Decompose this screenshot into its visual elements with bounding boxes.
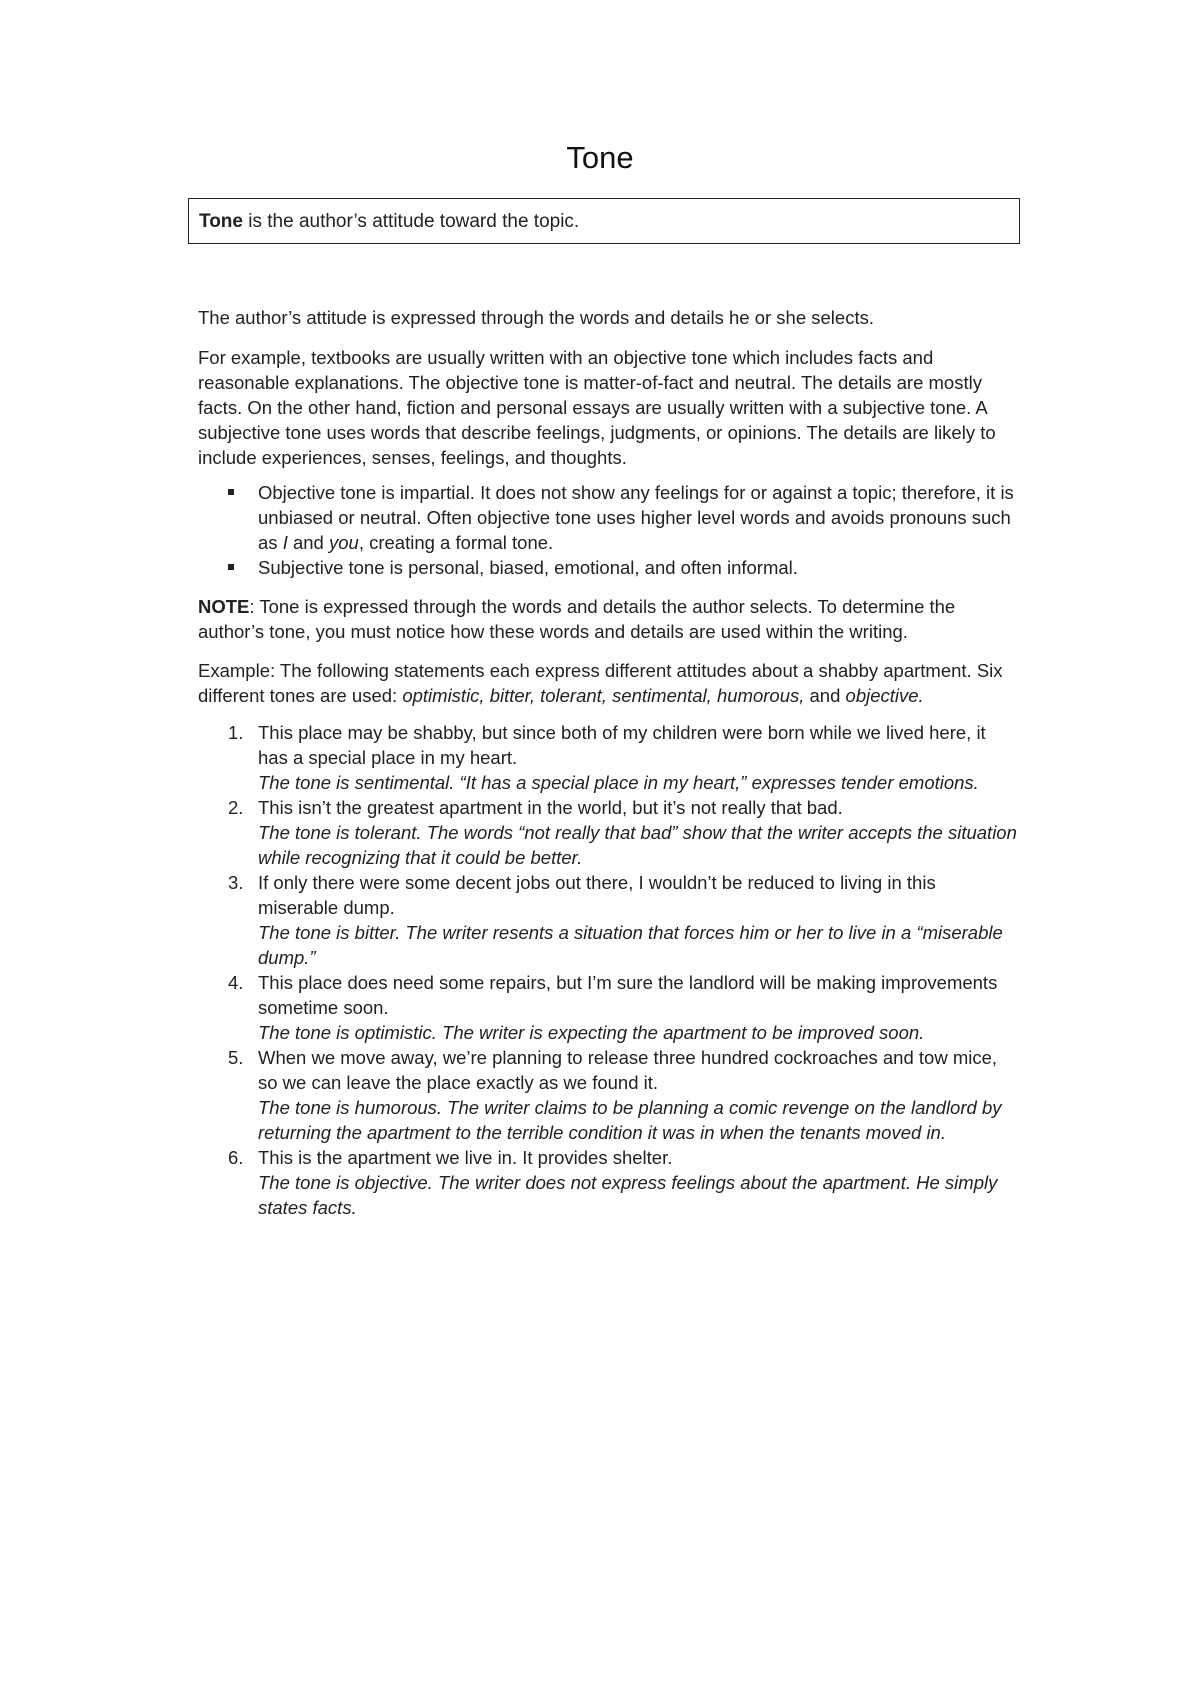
tone-bullet-list	[198, 480, 1018, 580]
example-item	[228, 870, 1018, 970]
document-body	[198, 305, 1018, 1220]
example-number: 4.	[228, 972, 244, 993]
example-number: 3.	[228, 872, 244, 893]
example-statement: This place does need some repairs, but I’m sure the landlord will be making improvements sometime soon.	[258, 972, 998, 1018]
example-explanation: The tone is objective. The writer does not express feelings about the apartment. He simply states facts.	[258, 1172, 998, 1218]
definition-text: is the author’s attitude toward the topic.	[242, 211, 580, 232]
note-text: : Tone is expressed through the words and details the author selects. To determine the author’s tone, you must notice how these words and details are used within the writing.	[198, 596, 956, 642]
example-number: 2.	[228, 797, 244, 818]
example-item	[228, 795, 1018, 870]
page-title: Tone	[566, 140, 634, 175]
note-label: NOTE	[198, 596, 250, 617]
note-paragraph	[198, 594, 1018, 644]
explanation-paragraph: For example, textbooks are usually written with an objective tone which includes facts and reasonable explanations. The objective tone is matter-of-fact and neutral. The details are mostly facts. On the other hand, fiction and personal essays are usually written with a subjective tone. A subjective tone uses words that describe feelings, judgments, or opinions. The details are likely to include experiences, senses, feelings, and thoughts.	[198, 347, 996, 468]
example-statement: If only there were some decent jobs out there, I wouldn’t be reduced to living in this miserable dump.	[258, 872, 936, 918]
example-item	[228, 1145, 1018, 1220]
example-number: 1.	[228, 722, 244, 743]
example-list	[198, 720, 1018, 1220]
example-number: 5.	[228, 1047, 244, 1068]
example-explanation: The tone is bitter. The writer resents a situation that forces him or her to live in a “miserable dump.”	[258, 922, 1003, 968]
example-item	[228, 970, 1018, 1045]
example-explanation: The tone is sentimental. “It has a special place in my heart,” expresses tender emotions.	[258, 772, 979, 793]
bullet-objective: Objective tone is impartial. It does not show any feelings for or against a topic; therefore, it is unbiased or neutral. Often objective tone uses higher level words and avoids pronouns such as I and you, creating a formal tone.	[228, 480, 1018, 555]
example-intro-paragraph: Example: The following statements each express different attitudes about a shabby apartment. Six different tones are used: optimistic, bitter, tolerant, sentimental, humorous, and objective.	[198, 660, 1003, 706]
example-statement: This place may be shabby, but since both of my children were born while we lived here, it has a special place in my heart.	[258, 722, 986, 768]
example-item	[228, 1045, 1018, 1145]
definition-term: Tone	[199, 211, 243, 232]
bullet-subjective: Subjective tone is personal, biased, emotional, and often informal.	[228, 555, 1018, 580]
example-number: 6.	[228, 1147, 244, 1168]
example-statement: This isn’t the greatest apartment in the world, but it’s not really that bad.	[258, 797, 843, 818]
example-statement: This is the apartment we live in. It provides shelter.	[258, 1147, 673, 1168]
intro-paragraph: The author’s attitude is expressed through the words and details he or she selects.	[198, 307, 874, 328]
example-item	[228, 720, 1018, 795]
bullet-square-icon	[228, 564, 234, 570]
definition-box	[188, 198, 1020, 244]
example-explanation: The tone is tolerant. The words “not really that bad” show that the writer accepts the situation while recognizing that it could be better.	[258, 822, 1017, 868]
example-explanation: The tone is humorous. The writer claims to be planning a comic revenge on the landlord by returning the apartment to the terrible condition it was in when the tenants moved in.	[258, 1097, 1002, 1143]
example-explanation: The tone is optimistic. The writer is expecting the apartment to be improved soon.	[258, 1022, 925, 1043]
example-statement: When we move away, we’re planning to release three hundred cockroaches and tow mice, so we can leave the place exactly as we found it.	[258, 1047, 998, 1093]
bullet-square-icon	[228, 489, 234, 495]
